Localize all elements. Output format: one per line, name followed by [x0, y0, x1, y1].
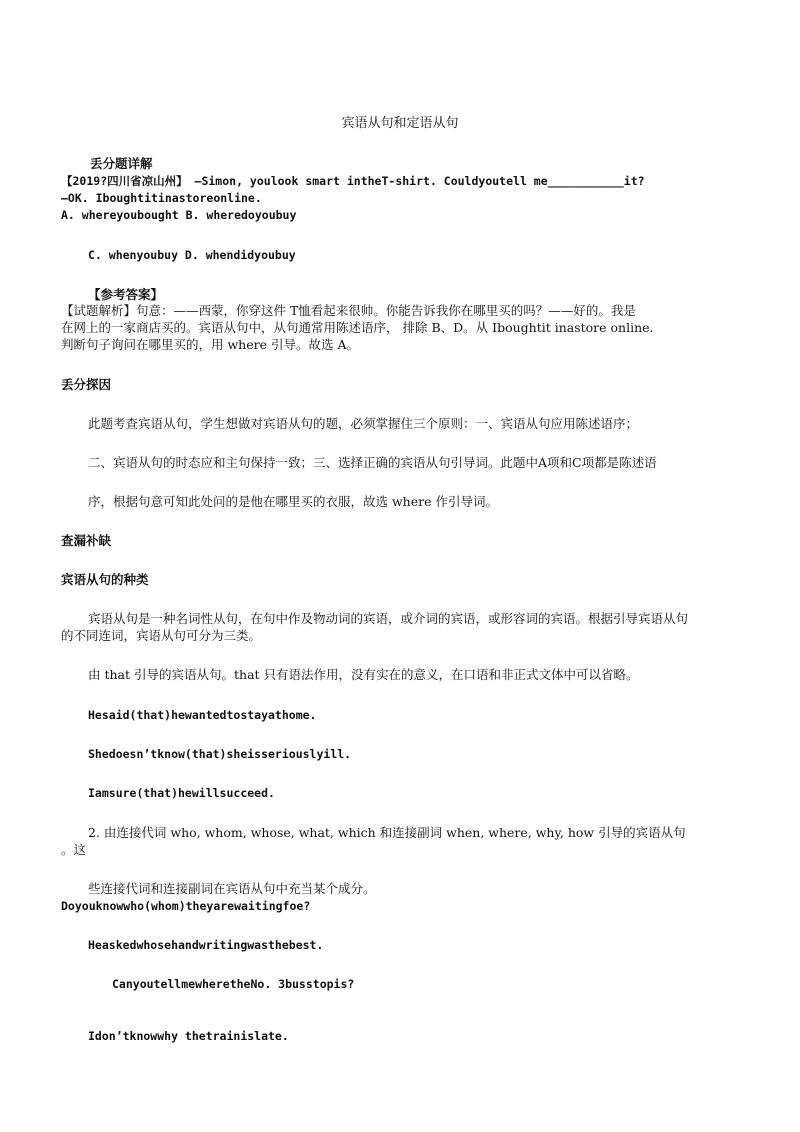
intro-line: 的不同连词，宾语从句可分为三类。	[61, 628, 262, 643]
point-that: 由 that 引导的宾语从句。that 只有语法作用，没有实在的意义，在口语和非正式文体中可以省略。	[88, 667, 639, 682]
example-sentence: Shedoesn’tknow(that)sheisseriouslyill.	[88, 747, 352, 761]
example-sentence: Doyouknowwho(whom)theyarewaitingfoe?	[61, 899, 311, 913]
cause-paragraph-line: 此题考查宾语从句，学生想做对宾语从句的题，必须掌握住三个原则：一、宾语从句应用陈述语序；	[88, 416, 639, 431]
example-sentence: Hesaid(that)hewantedtostayathome.	[88, 708, 317, 722]
cause-paragraph-line: 二、宾语从句的时态应和主句保持一致；三、选择正确的宾语从句引导词。此题中A项和C项都是陈述语	[88, 455, 657, 470]
analysis-line: 在网上的一家商店买的。宾语从句中，从句通常用陈述语序， 排除 B、D。从 Iboughtit inastore online.	[61, 320, 654, 335]
example-sentence: Idon’tknowwhy thetrainislate.	[88, 1029, 289, 1043]
point-connectives-cont: 些连接代词和连接副词在宾语从句中充当某个成分。	[88, 881, 376, 896]
section-heading-types: 宾语从句的种类	[61, 572, 149, 587]
point-connectives-cont: 。这	[61, 842, 87, 857]
analysis-line: 判断句子询问在哪里买的，用 where 引导。故选 A。	[61, 337, 359, 352]
analysis-line: 【试题解析】句意：——西蒙，你穿这件 T恤看起来很帅。你能告诉我你在哪里买的吗？——好的。我是	[61, 303, 636, 318]
intro-line: 宾语从句是一种名词性从句，在句中作及物动词的宾语，或介词的宾语，或形容词的宾语。根据引导宾语从句	[88, 611, 689, 626]
answer-heading: 【参考答案】	[88, 287, 164, 302]
cause-paragraph-line: 序，根据句意可知此处问的是他在哪里买的衣服，故选 where 作引导词。	[88, 494, 498, 509]
section-heading-review: 查漏补缺	[61, 533, 112, 548]
point-connectives: 2. 由连接代词 who, whom, whose, what, which 和连接副词 when, where, why, how 引导的宾语从句	[88, 825, 686, 840]
question-reply: —OK. Iboughtitinastoreonline.	[61, 191, 262, 205]
page-title: 宾语从句和定语从句	[341, 116, 459, 131]
section-heading-cause: 丢分探因	[61, 377, 112, 392]
options-cd: C. whenyoubuy D. whendidyoubuy	[88, 248, 296, 262]
question-line: 【2019?四川省凉山州】 —Simon, youlook smart intheT-shirt. Couldyoutell me___________it?	[61, 174, 645, 188]
options-ab: A. whereyoubought B. wheredoyoubuy	[61, 208, 297, 222]
example-sentence: Heaskedwhosehandwritingwasthebest.	[88, 938, 324, 952]
example-sentence: CanyoutellmewheretheNo. 3busstopis?	[112, 977, 355, 991]
section-heading-lost-points: 丢分题详解	[90, 156, 153, 171]
example-sentence: Iamsure(that)hewillsucceed.	[88, 786, 275, 800]
